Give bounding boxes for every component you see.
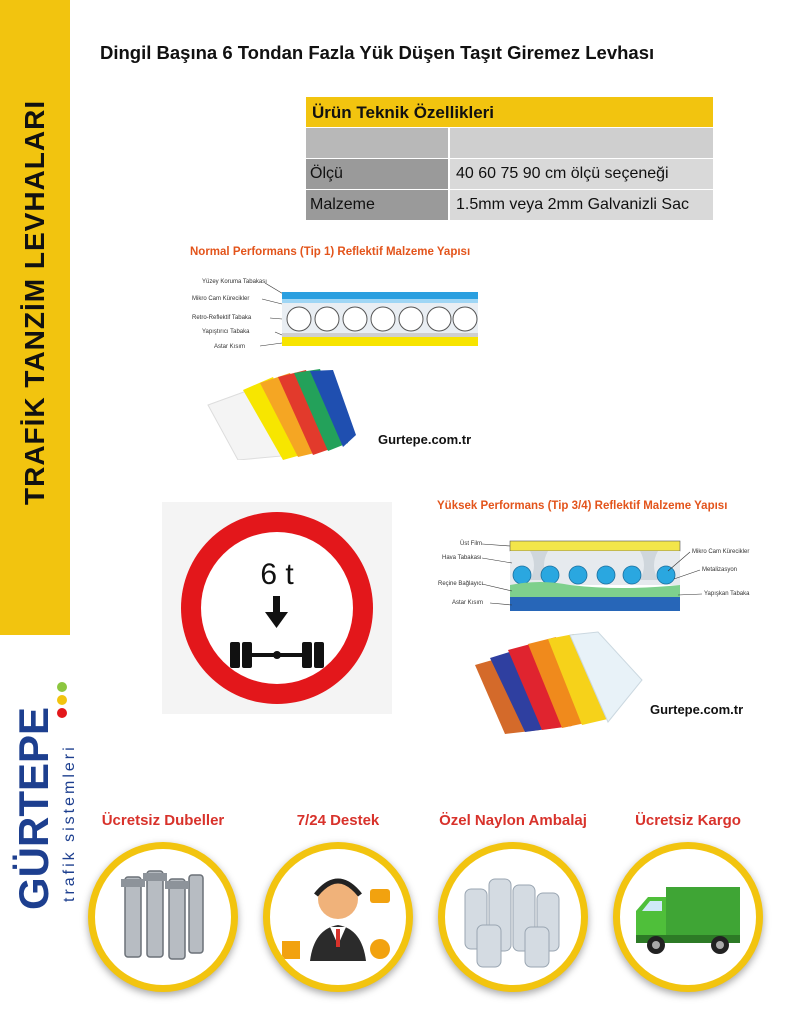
layer-label: Retro-Reflektif Tabaka xyxy=(192,315,252,321)
feature-free-shipping xyxy=(603,812,773,992)
tip1-layers-graphic xyxy=(190,275,490,355)
delivery-truck-icon xyxy=(613,842,763,992)
feature-support xyxy=(253,812,423,992)
feature-label: Özel Naylon Ambalaj xyxy=(439,812,587,829)
layer-label: Astar Kısım xyxy=(452,600,484,606)
tip1-diagram xyxy=(190,275,490,355)
layer-label: Reçine Bağlayıcı xyxy=(438,581,484,587)
layer-label: Yapıştırıcı Tabaka xyxy=(202,329,250,335)
spec-value: 1.5mm veya 2mm Galvanizli Sac xyxy=(450,190,713,220)
plastic-rolls-icon xyxy=(438,842,588,992)
logo-dot-yellow-icon xyxy=(57,695,67,705)
brand-logo xyxy=(0,670,90,930)
spec-row xyxy=(306,128,713,158)
brand-tagline: trafik sistemleri xyxy=(61,744,78,902)
tip34-sheets-image xyxy=(470,630,650,735)
spec-table xyxy=(306,97,713,219)
feature-label: Ücretsiz Kargo xyxy=(635,812,741,829)
page-title: Dingil Başına 6 Tondan Fazla Yük Düşen Taşıt Giremez Levhası xyxy=(100,42,655,63)
spec-label: Malzeme xyxy=(306,190,448,220)
side-banner-text: TRAFİK TANZİM LEVHALARI xyxy=(19,99,50,505)
spec-label xyxy=(306,128,448,158)
tip34-title: Yüksek Performans (Tip 3/4) Reflektif Malzeme Yapısı xyxy=(437,500,728,512)
feature-label: Ücretsiz Dubeller xyxy=(101,812,225,829)
feature-label: 7/24 Destek xyxy=(296,812,380,829)
layer-label: Yapışkan Tabaka xyxy=(704,591,750,597)
spec-value: 40 60 75 90 cm ölçü seçeneği xyxy=(450,159,713,189)
spec-table-heading: Ürün Teknik Özellikleri xyxy=(306,97,713,127)
spec-label: Ölçü xyxy=(306,159,448,189)
spec-row xyxy=(306,159,713,189)
anchor-bolts-icon xyxy=(88,842,238,992)
spec-value xyxy=(450,128,713,158)
brand-name: GÜRTEPE xyxy=(10,706,57,910)
axle-weight-sign xyxy=(162,502,392,714)
tip34-site-label: Gurtepe.com.tr xyxy=(650,702,744,717)
support-agent-icon xyxy=(263,842,413,992)
sign-weight-label: 6 t xyxy=(260,558,294,591)
tip34-layers-graphic xyxy=(420,535,760,620)
layer-label: Hava Tabakası xyxy=(442,555,482,561)
tip34-diagram xyxy=(420,535,760,620)
tip1-site-label: Gurtepe.com.tr xyxy=(378,432,472,447)
logo-dot-red-icon xyxy=(57,708,67,718)
tip1-sheets-image xyxy=(198,365,358,460)
spec-row xyxy=(306,190,713,220)
tip1-title: Normal Performans (Tip 1) Reflektif Malzeme Yapısı xyxy=(190,246,471,258)
layer-label: Yüzey Koruma Tabakası xyxy=(202,279,267,285)
layer-label: Mikro Cam Kürecikler xyxy=(192,296,250,302)
layer-label: Astar Kısım xyxy=(214,344,246,350)
layer-label: Metalizasyon xyxy=(702,567,738,573)
feature-packaging xyxy=(428,812,598,992)
side-banner xyxy=(0,0,70,635)
feature-free-anchors xyxy=(78,812,248,992)
layer-label: Üst Film xyxy=(460,541,482,547)
logo-dot-green-icon xyxy=(57,682,67,692)
layer-label: Mikro Cam Kürecikler xyxy=(692,549,750,555)
